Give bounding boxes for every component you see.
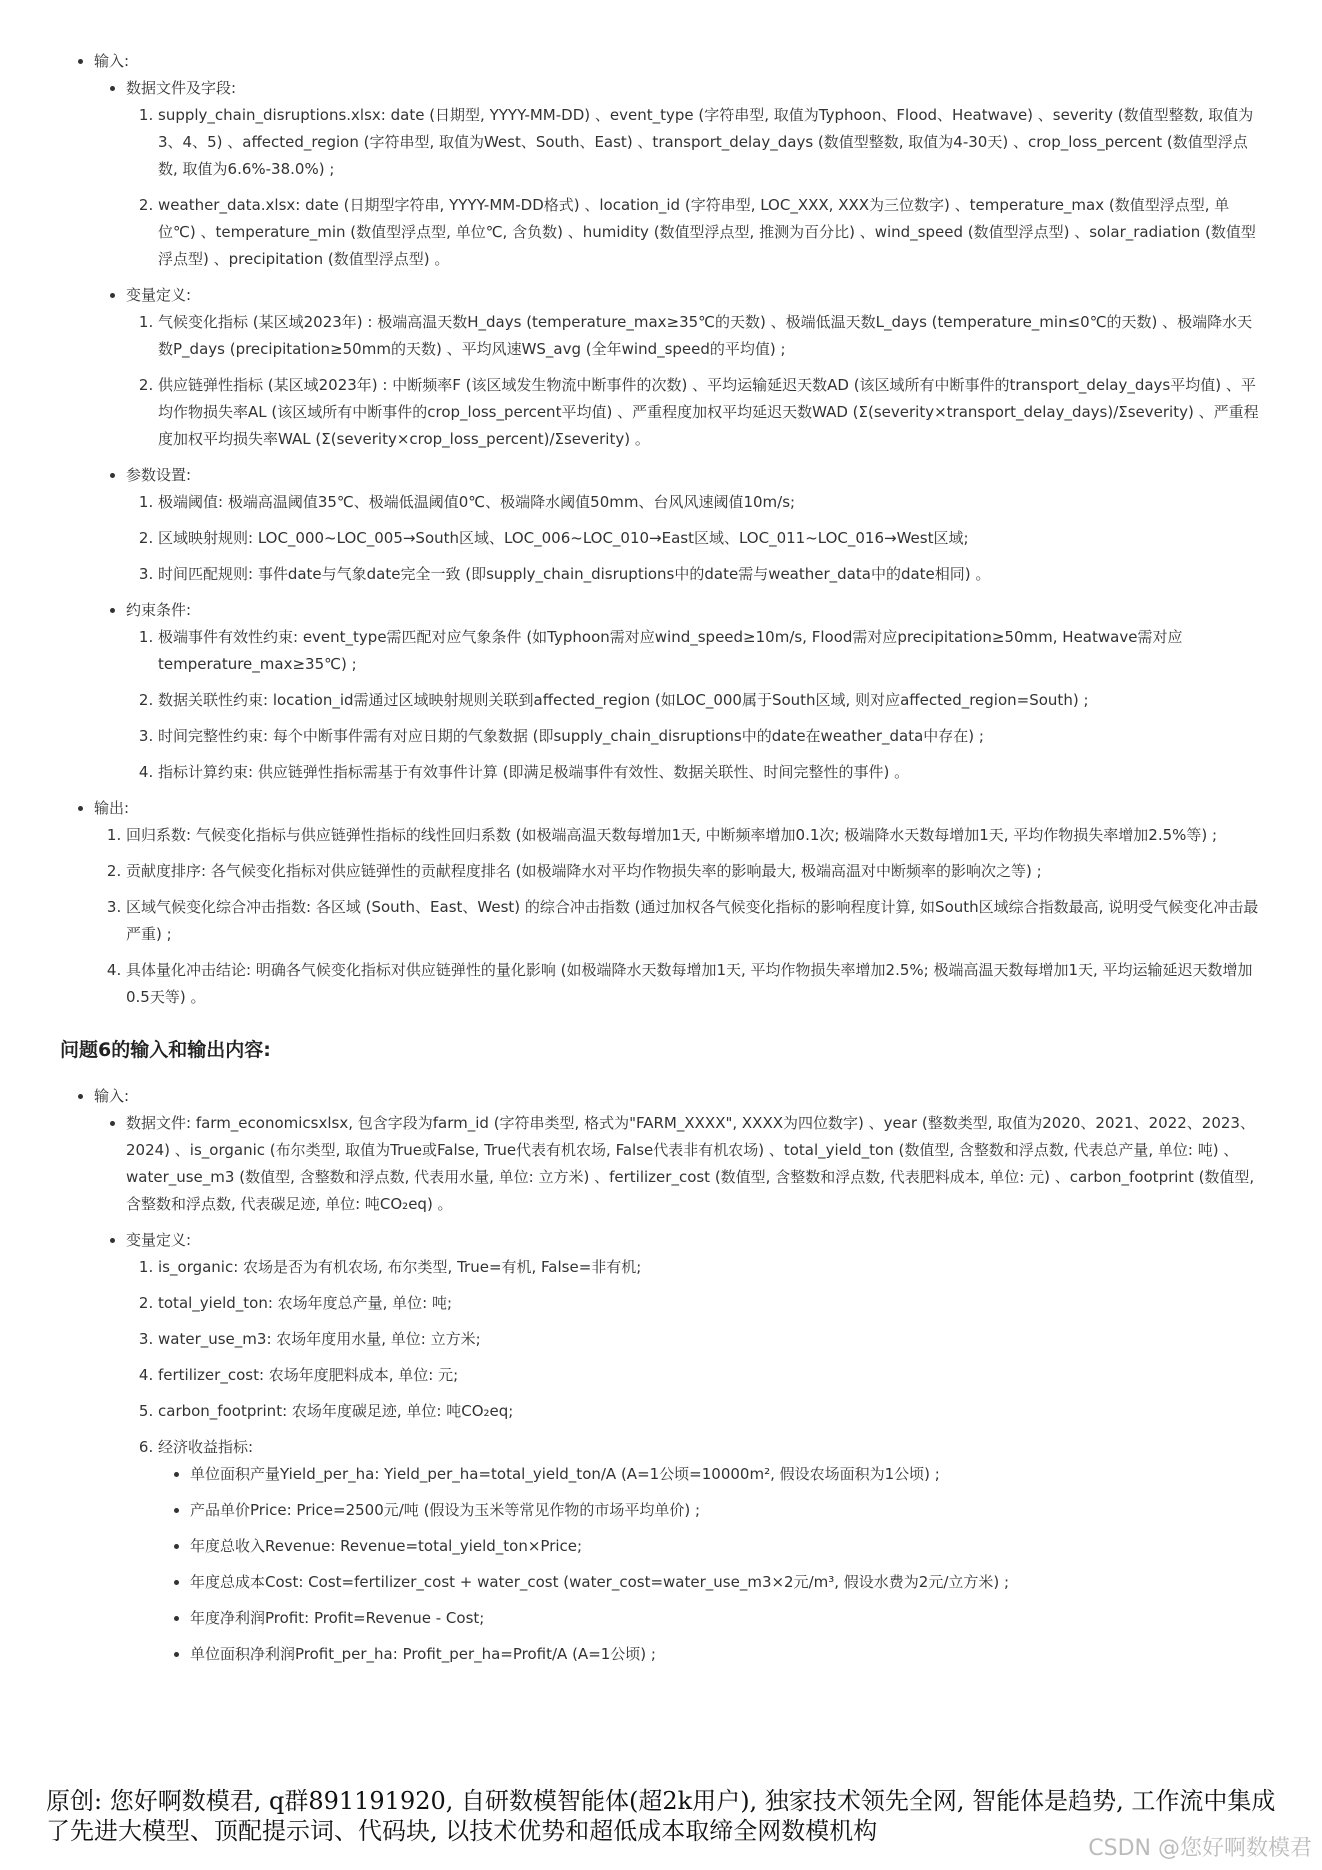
list-item: 2. 区域映射规则: LOC_000~LOC_005→South区域、LOC_006~LOC_010→East区域、LOC_011~LOC_016→West区域; [158,525,1260,552]
list-item: • 年度总收入Revenue: Revenue=total_yield_ton×Price; [190,1533,1260,1560]
list-item: • 数据文件: farm_economicsxlsx, 包含字段为farm_id (字符串类型, 格式为"FARM_XXXX", XXXX为四位数字) 、year (整数类型, 取值为2020、2021、2022、2023、2024) 、is_organic (布尔类型, 取值为True或False, True代表有机农场, False代表非有机农场) 、total_yield_ton (数值型, 含整数和浮点数, 代表总产量, 单位: 吨) 、water_use_m3 (数值型, 含整数和浮点数, 代表用水量, 单位: 立方米) 、fertilizer_cost (数值型, 含整数和浮点数, 代表肥料成本, 单位: 元) 、carbon_footprint (数值型, 含整数和浮点数, 代表碳足迹, 单位: 吨CO₂eq) 。 [126,1110,1260,1218]
list-item: 1. 极端阈值: 极端高温阈值35℃、极端低温阈值0℃、极端降水阈值50mm、台风风速阈值10m/s; [158,489,1260,516]
list-item: 2. 贡献度排序: 各气候变化指标对供应链弹性的贡献程度排名 (如极端降水对平均作物损失率的影响最大, 极端高温对中断频率的影响次之等) ; [126,858,1260,885]
section-heading: 问题6的输入和输出内容: [60,1039,271,1061]
section-label: 输入: [94,52,130,70]
list-item: • 单位面积产量Yield_per_ha: Yield_per_ha=total_yield_ton/A (A=1公顷=10000m², 假设农场面积为1公顷) ; [190,1461,1260,1488]
list-item: 1. 极端事件有效性约束: event_type需匹配对应气象条件 (如Typhoon需对应wind_speed≥10m/s, Flood需对应precipitation≥50mm, Heatwave需对应temperature_max≥35℃) ; [158,624,1260,678]
list-item: • 年度总成本Cost: Cost=fertilizer_cost + water_cost (water_cost=water_use_m3×2元/m³, 假设水费为2元/立方米) ; [190,1569,1260,1596]
watermark: CSDN @您好啊数模君 [1088,1836,1312,1861]
input-groups [94,75,1260,786]
group-label: 变量定义: [126,286,192,304]
list-item: 4. fertilizer_cost: 农场年度肥料成本, 单位: 元; [158,1362,1260,1389]
group-data-files [126,75,1260,273]
document-body [60,48,1260,1677]
q6-list [60,1083,1260,1668]
list-item: 3. 时间匹配规则: 事件date与气象date完全一致 (即supply_chain_disruptions中的date需与weather_data中的date相同) 。 [158,561,1260,588]
list-item: • 单位面积净利润Profit_per_ha: Profit_per_ha=Profit/A (A=1公顷) ; [190,1641,1260,1668]
section-label: 输出: [94,799,130,817]
group-label: 经济收益指标: [158,1438,254,1456]
list-item: • 产品单价Price: Price=2500元/吨 (假设为玉米等常见作物的市场平均单价) ; [190,1497,1260,1524]
group-label: 参数设置: [126,466,192,484]
list-item: 3. water_use_m3: 农场年度用水量, 单位: 立方米; [158,1326,1260,1353]
list-item: 2. 数据关联性约束: location_id需通过区域映射规则关联到affected_region (如LOC_000属于South区域, 则对应affected_region=South) ; [158,687,1260,714]
list-item: 3. 时间完整性约束: 每个中断事件需有对应日期的气象数据 (即supply_chain_disruptions中的date在weather_data中存在) ; [158,723,1260,750]
list-item: 1. 气候变化指标 (某区域2023年) : 极端高温天数H_days (temperature_max≥35℃的天数) 、极端低温天数L_days (temperature_min≤0℃的天数) 、极端降水天数P_days (precipitation≥50mm的天数) 、平均风速WS_avg (全年wind_speed的平均值) ; [158,309,1260,363]
group-label: 变量定义: [126,1231,192,1249]
list-item: 4. 具体量化冲击结论: 明确各气候变化指标对供应链弹性的量化影响 (如极端降水天数每增加1天, 平均作物损失率增加2.5%; 极端高温天数每增加1天, 平均运输延迟天数增加0.5天等) 。 [126,957,1260,1011]
group-label: 约束条件: [126,601,192,619]
list-item: 1. is_organic: 农场是否为有机农场, 布尔类型, True=有机, False=非有机; [158,1254,1260,1281]
list-item: 2. weather_data.xlsx: date (日期型字符串, YYYY-MM-DD格式) 、location_id (字符串型, LOC_XXX, XXX为三位数字) 、temperature_max (数值型浮点型, 单位℃) 、temperature_min (数值型浮点型, 单位℃, 含负数) 、humidity (数值型浮点型, 推测为百分比) 、wind_speed (数值型浮点型) 、solar_radiation (数值型浮点型) 、precipitation (数值型浮点型) 。 [158,192,1260,273]
list-item: 1. 回归系数: 气候变化指标与供应链弹性指标的线性回归系数 (如极端高温天数每增加1天, 中断频率增加0.1次; 极端降水天数每增加1天, 平均作物损失率增加2.5%等) ; [126,822,1260,849]
list-item: 1. supply_chain_disruptions.xlsx: date (日期型, YYYY-MM-DD) 、event_type (字符串型, 取值为Typhoon、Flood、Heatwave) 、severity (数值型整数, 取值为3、4、5) 、affected_region (字符串型, 取值为West、South、East) 、transport_delay_days (数值型整数, 取值为4-30天) 、crop_loss_percent (数值型浮点数, 取值为6.6%-38.0%) ; [158,102,1260,183]
constraints-list [126,624,1260,786]
list-item: 3. 区域气候变化综合冲击指数: 各区域 (South、East、West) 的综合冲击指数 (通过加权各气候变化指标的影响程度计算, 如South区域综合指数最高, 说明受气候变化冲击最严重) ; [126,894,1260,948]
q6-groups [94,1110,1260,1668]
variables-list [126,309,1260,453]
params-list [126,489,1260,588]
group-variables [126,282,1260,453]
list-item: • 年度净利润Profit: Profit=Revenue - Cost; [190,1605,1260,1632]
output-list [94,822,1260,1011]
group-q6-variables [126,1227,1260,1668]
list-item-q6-input [94,1083,1260,1668]
q6-variables-list [126,1254,1260,1668]
section-label: 输入: [94,1087,130,1105]
list-item-output [94,795,1260,1011]
group-label: 数据文件及字段: [126,79,237,97]
data-files-list [126,102,1260,273]
list-item: 2. 供应链弹性指标 (某区域2023年) : 中断频率F (该区域发生物流中断事件的次数) 、平均运输延迟天数AD (该区域所有中断事件的transport_delay_days平均值) 、平均作物损失率AL (该区域所有中断事件的crop_loss_percent平均值) 、严重程度加权平均延迟天数WAD (Σ(severity×transport_delay_days)/Σseverity) 、严重程度加权平均损失率WAL (Σ(severity×crop_loss_percent)/Σseverity) 。 [158,372,1260,453]
group-constraints [126,597,1260,786]
list-item: 2. total_yield_ton: 农场年度总产量, 单位: 吨; [158,1290,1260,1317]
list-item: 4. 指标计算约束: 供应链弹性指标需基于有效事件计算 (即满足极端事件有效性、数据关联性、时间完整性的事件) 。 [158,759,1260,786]
list-item-input [94,48,1260,786]
list-item-econ [158,1434,1260,1668]
top-list [60,48,1260,1011]
group-params [126,462,1260,588]
econ-list [158,1461,1260,1668]
footer-credit: 原创: 您好啊数模君, q群891191920, 自研数模智能体(超2k用户), 独家技术领先全网, 智能体是趋势, 工作流中集成了先进大模型、顶配提示词、代码块, 以技术优势和超低成本取缔全网数模机构 [46,1787,1276,1845]
list-item: 5. carbon_footprint: 农场年度碳足迹, 单位: 吨CO₂eq; [158,1398,1260,1425]
